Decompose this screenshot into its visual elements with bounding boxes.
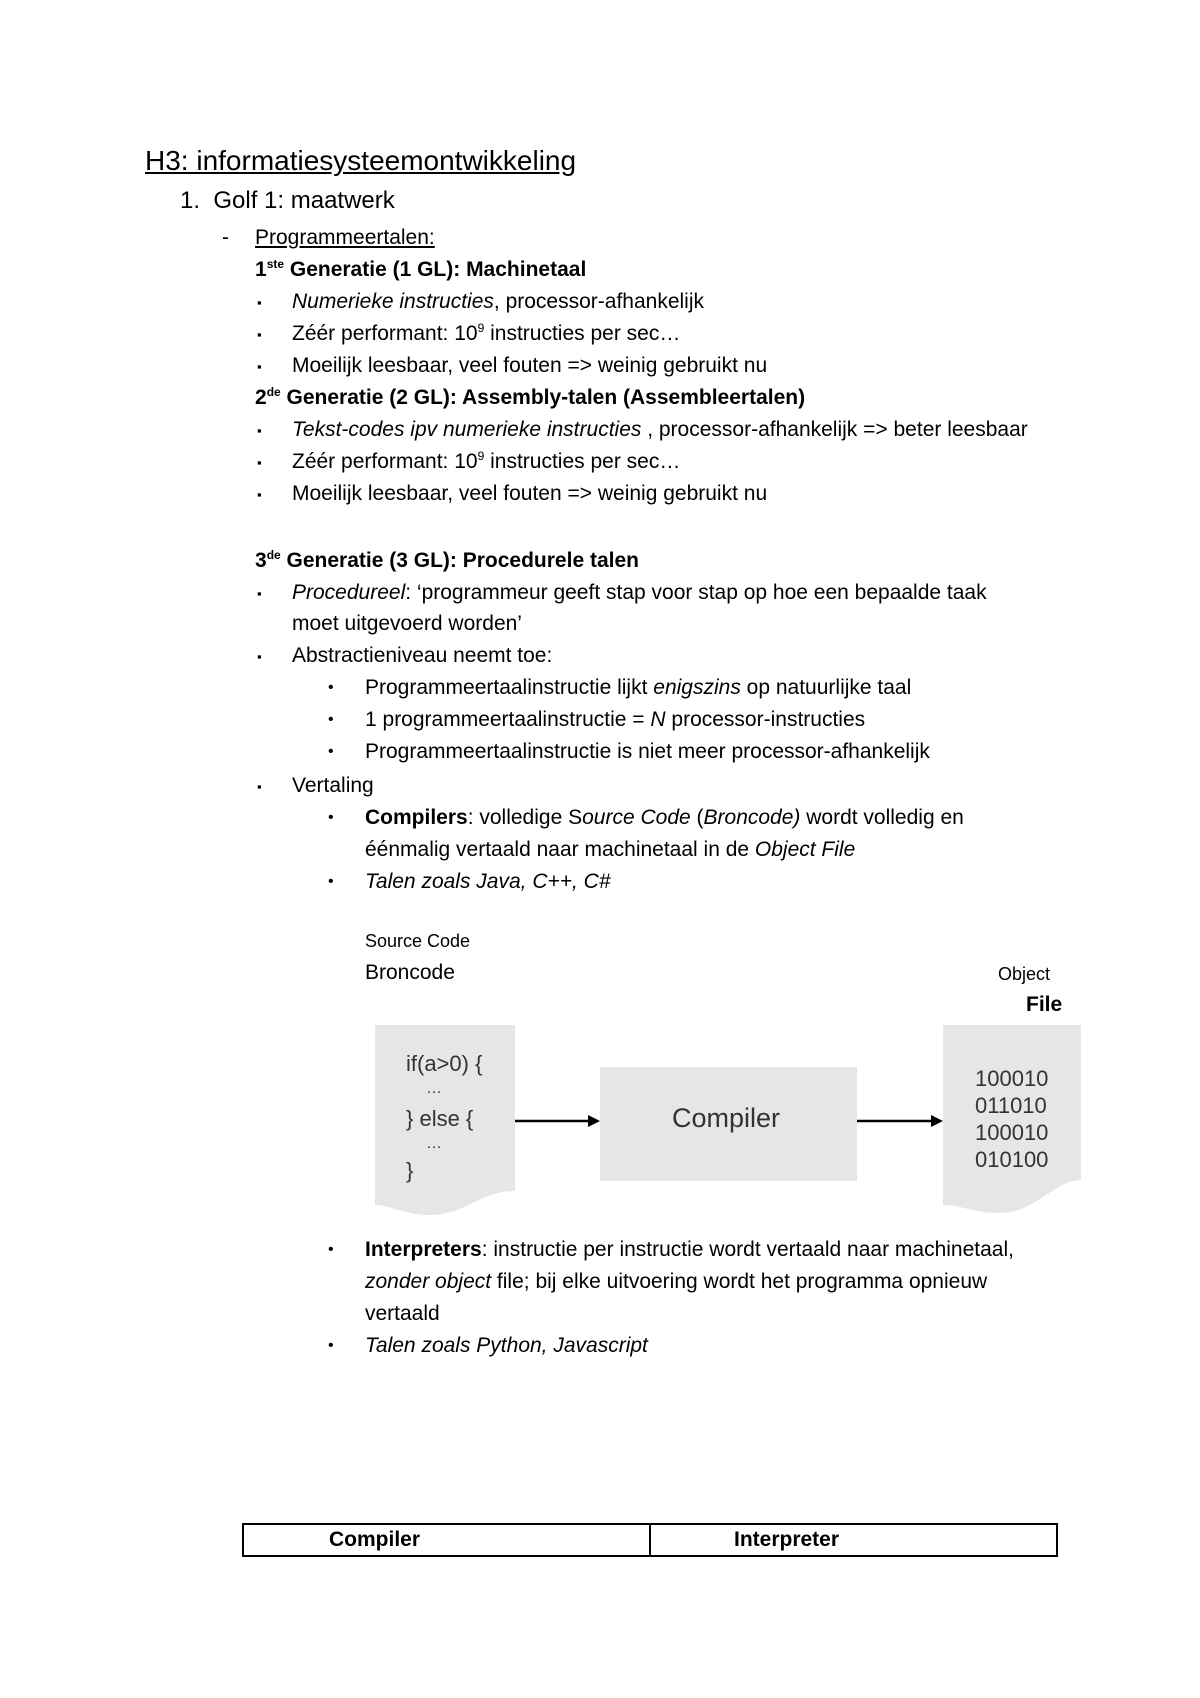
dot-bullet: • bbox=[328, 679, 334, 696]
square-bullet: ▪ bbox=[257, 423, 262, 438]
gen2-heading: 2de Generatie (2 GL): Assembly-talen (Assembleertalen) bbox=[255, 385, 806, 409]
compiler-box-label: Compiler bbox=[672, 1103, 781, 1133]
arrow-head-2 bbox=[931, 1115, 943, 1127]
gen2-bullet-3: Moeilijk leesbaar, veel fouten => weinig gebruikt nu bbox=[292, 482, 768, 505]
gen3-bullet-1: Procedureel: ‘programmeur geeft stap voor stap op hoe een bepaalde taak bbox=[292, 581, 987, 604]
gen3-sub-2: 1 programmeertaalinstructie = N processor-instructies bbox=[365, 708, 866, 731]
gen1-bullet-1: Numerieke instructies, processor-afhankelijk bbox=[292, 290, 704, 313]
square-bullet: ▪ bbox=[257, 327, 262, 342]
section-heading bbox=[180, 187, 395, 215]
gen3-bullet-3: Vertaling bbox=[292, 774, 374, 797]
gen1-bullet-3: Moeilijk leesbaar, veel fouten => weinig gebruikt nu bbox=[292, 354, 768, 377]
square-bullet: ▪ bbox=[257, 455, 262, 470]
arrow-head-1 bbox=[588, 1115, 600, 1127]
section-label: Golf 1: maatwerk bbox=[213, 187, 395, 214]
dot-bullet: • bbox=[328, 743, 334, 760]
broncode-label: Broncode bbox=[365, 961, 455, 984]
page-title: H3: informatiesysteemontwikkeling bbox=[145, 145, 577, 176]
comparison-table bbox=[242, 1523, 1058, 1557]
gen3-bullet-1-line2: moet uitgevoerd worden’ bbox=[292, 612, 522, 635]
binary-line: 011010 bbox=[975, 1093, 1047, 1118]
section-number: 1. bbox=[180, 187, 201, 214]
code-line: } else { bbox=[406, 1106, 474, 1131]
square-bullet: ▪ bbox=[257, 359, 262, 374]
interpreters-line-3: vertaald bbox=[365, 1302, 440, 1325]
dash-bullet: - bbox=[222, 226, 229, 249]
gen3-heading: 3de Generatie (3 GL): Procedurele talen bbox=[255, 548, 639, 572]
gen1-bullet-2: Zéér performant: $10^9$ instructies per sec… bbox=[292, 321, 681, 345]
gen3-sub-3: Programmeertaalinstructie is niet meer processor-afhankelijk bbox=[365, 740, 930, 763]
square-bullet: ▪ bbox=[257, 586, 262, 601]
interpreters-line-1: Interpreters: instructie per instructie wordt vertaald naar machinetaal, bbox=[365, 1238, 1014, 1261]
file-label: File bbox=[1026, 993, 1063, 1016]
binary-line: 010100 bbox=[975, 1147, 1049, 1172]
interpreter-languages: Talen zoals Python, Javascript bbox=[365, 1334, 648, 1357]
source-code-label: Source Code bbox=[365, 931, 471, 951]
gen1-heading: 1ste Generatie (1 GL): Machinetaal bbox=[255, 257, 587, 281]
object-document-shape bbox=[943, 1025, 1081, 1213]
code-line: … bbox=[426, 1135, 442, 1152]
gen3-bullet-2: Abstractieniveau neemt toe: bbox=[292, 644, 553, 667]
square-bullet: ▪ bbox=[257, 487, 262, 502]
dot-bullet: • bbox=[328, 711, 334, 728]
table-row bbox=[243, 1524, 1057, 1556]
compiler-languages: Talen zoals Java, C++, C# bbox=[365, 870, 611, 893]
binary-line: 100010 bbox=[975, 1120, 1049, 1145]
square-bullet: ▪ bbox=[257, 649, 262, 664]
gen2-bullet-1: Tekst-codes ipv numerieke instructies , processor-afhankelijk => beter leesbaar bbox=[292, 418, 1028, 441]
dot-bullet: • bbox=[328, 1241, 334, 1258]
binary-line: 100010 bbox=[975, 1066, 1049, 1091]
square-bullet: ▪ bbox=[257, 295, 262, 310]
dot-bullet: • bbox=[328, 873, 334, 890]
subheading-programmeertalen: Programmeertalen: bbox=[255, 226, 435, 249]
gen3-sub-1: Programmeertaalinstructie lijkt enigszins op natuurlijke taal bbox=[365, 676, 912, 699]
table-header-compiler: Compiler bbox=[243, 1524, 650, 1556]
gen2-bullet-2: Zéér performant: $10^9$ instructies per sec… bbox=[292, 449, 681, 473]
code-line: if(a>0) { bbox=[406, 1051, 483, 1076]
code-line: … bbox=[426, 1080, 442, 1097]
dot-bullet: • bbox=[328, 1337, 334, 1354]
code-line: } bbox=[406, 1158, 414, 1183]
compilers-line-2: éénmalig vertaald naar machinetaal in de Object File bbox=[365, 838, 856, 861]
table-header-interpreter: Interpreter bbox=[650, 1524, 1057, 1556]
dot-bullet: • bbox=[328, 809, 334, 826]
interpreters-line-2: zonder object file; bij elke uitvoering wordt het programma opnieuw bbox=[365, 1270, 988, 1293]
object-label: Object bbox=[998, 964, 1051, 984]
square-bullet: ▪ bbox=[257, 779, 262, 794]
compilers-line-1: Compilers: volledige Source Code (Broncode) wordt volledig en bbox=[365, 806, 964, 829]
